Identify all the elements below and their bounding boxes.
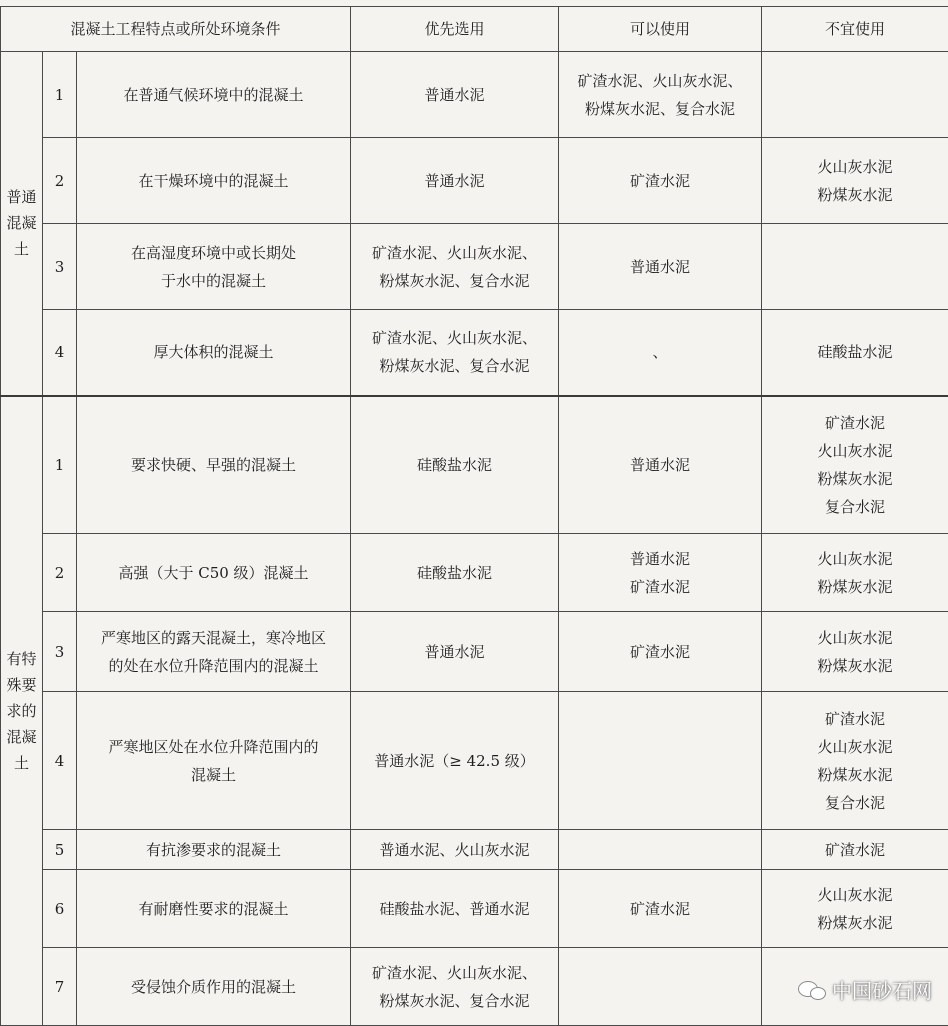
row-preferred: 普通水泥 — [351, 138, 559, 224]
row-condition: 受侵蚀介质作用的混凝土 — [77, 948, 351, 1026]
header-unsuitable: 不宜使用 — [762, 7, 948, 52]
table-row — [1, 870, 948, 948]
row-acceptable: 普通水泥 矿渣水泥 — [559, 534, 762, 612]
table-row — [1, 534, 948, 612]
watermark — [798, 975, 932, 1004]
row-unsuitable: 矿渣水泥 — [762, 830, 948, 870]
wechat-icon — [798, 979, 826, 1001]
row-condition: 有耐磨性要求的混凝土 — [77, 870, 351, 948]
row-number: 3 — [43, 224, 77, 310]
row-acceptable — [559, 830, 762, 870]
table-row — [1, 138, 948, 224]
row-preferred: 普通水泥、火山灰水泥 — [351, 830, 559, 870]
table-row — [1, 224, 948, 310]
row-acceptable: 矿渣水泥、火山灰水泥、 粉煤灰水泥、复合水泥 — [559, 52, 762, 138]
table-row — [1, 692, 948, 830]
row-condition: 有抗渗要求的混凝土 — [77, 830, 351, 870]
row-preferred: 矿渣水泥、火山灰水泥、 粉煤灰水泥、复合水泥 — [351, 310, 559, 396]
row-number: 1 — [43, 396, 77, 534]
row-preferred: 普通水泥（≥ 42.5 级） — [351, 692, 559, 830]
header-condition: 混凝土工程特点或所处环境条件 — [1, 7, 351, 52]
row-preferred: 矿渣水泥、火山灰水泥、 粉煤灰水泥、复合水泥 — [351, 948, 559, 1026]
row-preferred: 矿渣水泥、火山灰水泥、 粉煤灰水泥、复合水泥 — [351, 224, 559, 310]
row-unsuitable — [762, 224, 948, 310]
row-preferred: 硅酸盐水泥、普通水泥 — [351, 870, 559, 948]
row-condition: 在普通气候环境中的混凝土 — [77, 52, 351, 138]
cement-selection-table — [0, 6, 948, 1026]
row-unsuitable: 火山灰水泥 粉煤灰水泥 — [762, 612, 948, 692]
row-acceptable: 普通水泥 — [559, 396, 762, 534]
table-row — [1, 396, 948, 534]
table-row — [1, 612, 948, 692]
row-number: 2 — [43, 138, 77, 224]
table-row — [1, 52, 948, 138]
row-acceptable — [559, 948, 762, 1026]
row-number: 5 — [43, 830, 77, 870]
row-number: 2 — [43, 534, 77, 612]
table-row — [1, 830, 948, 870]
row-condition: 严寒地区处在水位升降范围内的 混凝土 — [77, 692, 351, 830]
row-acceptable: 、 — [559, 310, 762, 396]
group-label-special: 有特殊要求的混凝土 — [1, 396, 43, 1026]
row-unsuitable: 硅酸盐水泥 — [762, 310, 948, 396]
row-acceptable: 普通水泥 — [559, 224, 762, 310]
row-unsuitable — [762, 52, 948, 138]
row-number: 4 — [43, 692, 77, 830]
row-acceptable: 矿渣水泥 — [559, 870, 762, 948]
row-number: 1 — [43, 52, 77, 138]
row-unsuitable: 火山灰水泥 粉煤灰水泥 — [762, 534, 948, 612]
row-condition: 要求快硬、早强的混凝土 — [77, 396, 351, 534]
row-number: 7 — [43, 948, 77, 1026]
row-unsuitable: 矿渣水泥 火山灰水泥 粉煤灰水泥 复合水泥 — [762, 396, 948, 534]
row-condition: 在干燥环境中的混凝土 — [77, 138, 351, 224]
row-condition: 在高湿度环境中或长期处 于水中的混凝土 — [77, 224, 351, 310]
row-number: 4 — [43, 310, 77, 396]
watermark-text: 中国砂石网 — [832, 979, 932, 1003]
row-condition: 高强（大于 C50 级）混凝土 — [77, 534, 351, 612]
row-condition: 严寒地区的露天混凝土，寒冷地区 的处在水位升降范围内的混凝土 — [77, 612, 351, 692]
table-header-row — [1, 7, 948, 52]
group-label-ordinary: 普通混凝土 — [1, 52, 43, 396]
row-number: 3 — [43, 612, 77, 692]
row-number: 6 — [43, 870, 77, 948]
table-row — [1, 310, 948, 396]
row-preferred: 普通水泥 — [351, 52, 559, 138]
row-preferred: 普通水泥 — [351, 612, 559, 692]
row-unsuitable: 矿渣水泥 火山灰水泥 粉煤灰水泥 复合水泥 — [762, 692, 948, 830]
row-preferred: 硅酸盐水泥 — [351, 396, 559, 534]
row-acceptable: 矿渣水泥 — [559, 612, 762, 692]
header-acceptable: 可以使用 — [559, 7, 762, 52]
header-preferred: 优先选用 — [351, 7, 559, 52]
row-condition: 厚大体积的混凝土 — [77, 310, 351, 396]
row-unsuitable: 火山灰水泥 粉煤灰水泥 — [762, 870, 948, 948]
row-acceptable: 矿渣水泥 — [559, 138, 762, 224]
row-acceptable — [559, 692, 762, 830]
row-unsuitable: 火山灰水泥 粉煤灰水泥 — [762, 138, 948, 224]
row-preferred: 硅酸盐水泥 — [351, 534, 559, 612]
